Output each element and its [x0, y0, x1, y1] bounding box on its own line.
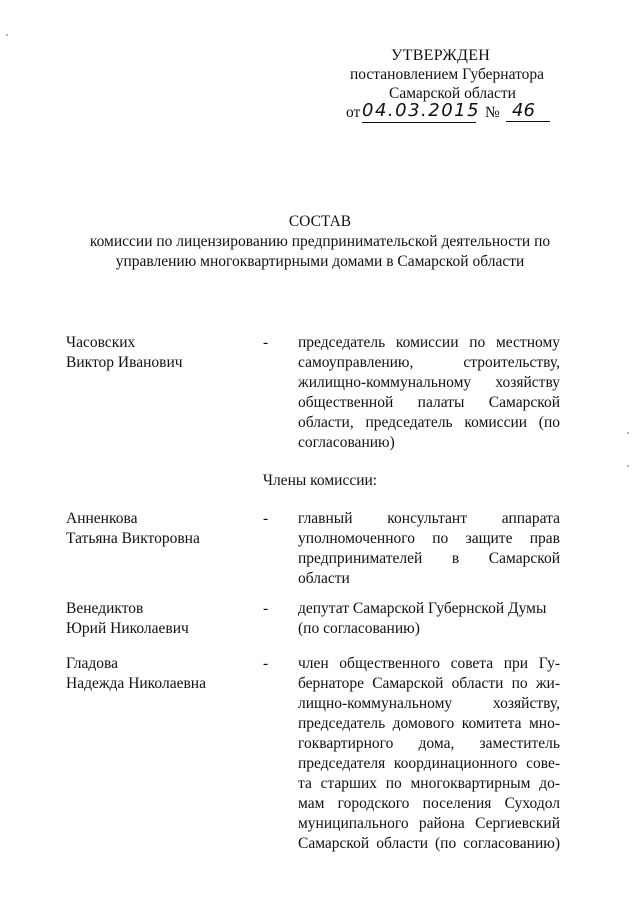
member-name	[66, 509, 246, 549]
member-dash: -	[263, 600, 269, 617]
role-line: согласованию)	[298, 434, 395, 451]
member-name	[66, 599, 246, 639]
role-line: председателя координационного сове-	[298, 755, 560, 772]
approval-region-line: Самарской области	[389, 85, 516, 102]
member-given-name: Надежда Николаевна	[66, 675, 206, 692]
role-line: области	[298, 570, 350, 587]
role-line: та старших по многоквартирным до-	[298, 775, 560, 792]
member-name	[66, 333, 246, 373]
role-line: области, председатель комиссии (по	[298, 414, 560, 431]
number-prefix: №	[485, 104, 500, 121]
approval-title: УТВЕРЖДЕН	[391, 47, 491, 64]
role-line: мам городского поселения Суходол	[298, 795, 560, 812]
role-line: член общественного совета при Гу-	[298, 655, 560, 672]
member-given-name: Татьяна Викторовна	[66, 530, 200, 547]
scan-speck	[627, 465, 629, 467]
document-title: СОСТАВ	[288, 213, 352, 230]
document-subtitle-line-2: управлению многоквартирными домами в Самарской области	[115, 253, 525, 270]
role-line: Самарской области (по согласованию)	[298, 835, 560, 852]
scan-speck	[627, 432, 629, 434]
role-line: (по согласованию)	[298, 620, 420, 637]
member-dash: -	[263, 655, 269, 672]
member-role	[298, 599, 560, 639]
role-line: лищно-коммунальному хозяйству,	[298, 695, 560, 712]
role-line: гоквартирного дома, заместитель	[298, 735, 560, 752]
handwritten-date: 04.03.2015	[362, 100, 481, 121]
member-role	[298, 333, 560, 453]
role-line: муниципального района Сергиевский	[298, 815, 560, 832]
member-given-name: Юрий Николаевич	[66, 620, 189, 637]
member-surname: Часовских	[66, 334, 136, 351]
member-dash: -	[263, 510, 269, 527]
member-role	[298, 654, 560, 854]
member-surname: Анненкова	[66, 510, 138, 527]
scan-speck	[6, 34, 8, 36]
role-line: бернаторе Самарской области по жи-	[298, 675, 560, 692]
member-surname: Венедиктов	[66, 600, 144, 617]
member-surname: Гладова	[66, 655, 119, 672]
approval-date-number-line	[346, 100, 556, 127]
role-line: главный консультант аппарата	[298, 510, 560, 527]
role-line: председатель комиссии по местному	[298, 334, 560, 351]
role-line: уполномоченного по защите прав	[298, 530, 560, 547]
date-prefix: от	[346, 104, 361, 121]
handwritten-number: 46	[506, 99, 550, 122]
role-line: жилищно-коммунальному хозяйству	[298, 374, 560, 391]
member-dash: -	[263, 334, 269, 351]
role-line: предпринимателей в Самарской	[298, 550, 560, 567]
member-role	[298, 509, 560, 589]
member-given-name: Виктор Иванович	[66, 354, 183, 371]
role-line: депутат Самарской Губернской Думы	[298, 600, 547, 617]
role-line: самоуправлению, строительству,	[298, 354, 560, 371]
role-line: председатель домового комитета мно-	[298, 715, 560, 732]
approval-decree-line: постановлением Губернатора	[350, 66, 545, 83]
document-subtitle-line-1: комиссии по лицензированию предпринимательской деятельности по	[89, 233, 551, 250]
role-line: общественной палаты Самарской	[298, 394, 560, 411]
member-name	[66, 654, 246, 694]
members-label: Члены комиссии:	[262, 472, 378, 489]
